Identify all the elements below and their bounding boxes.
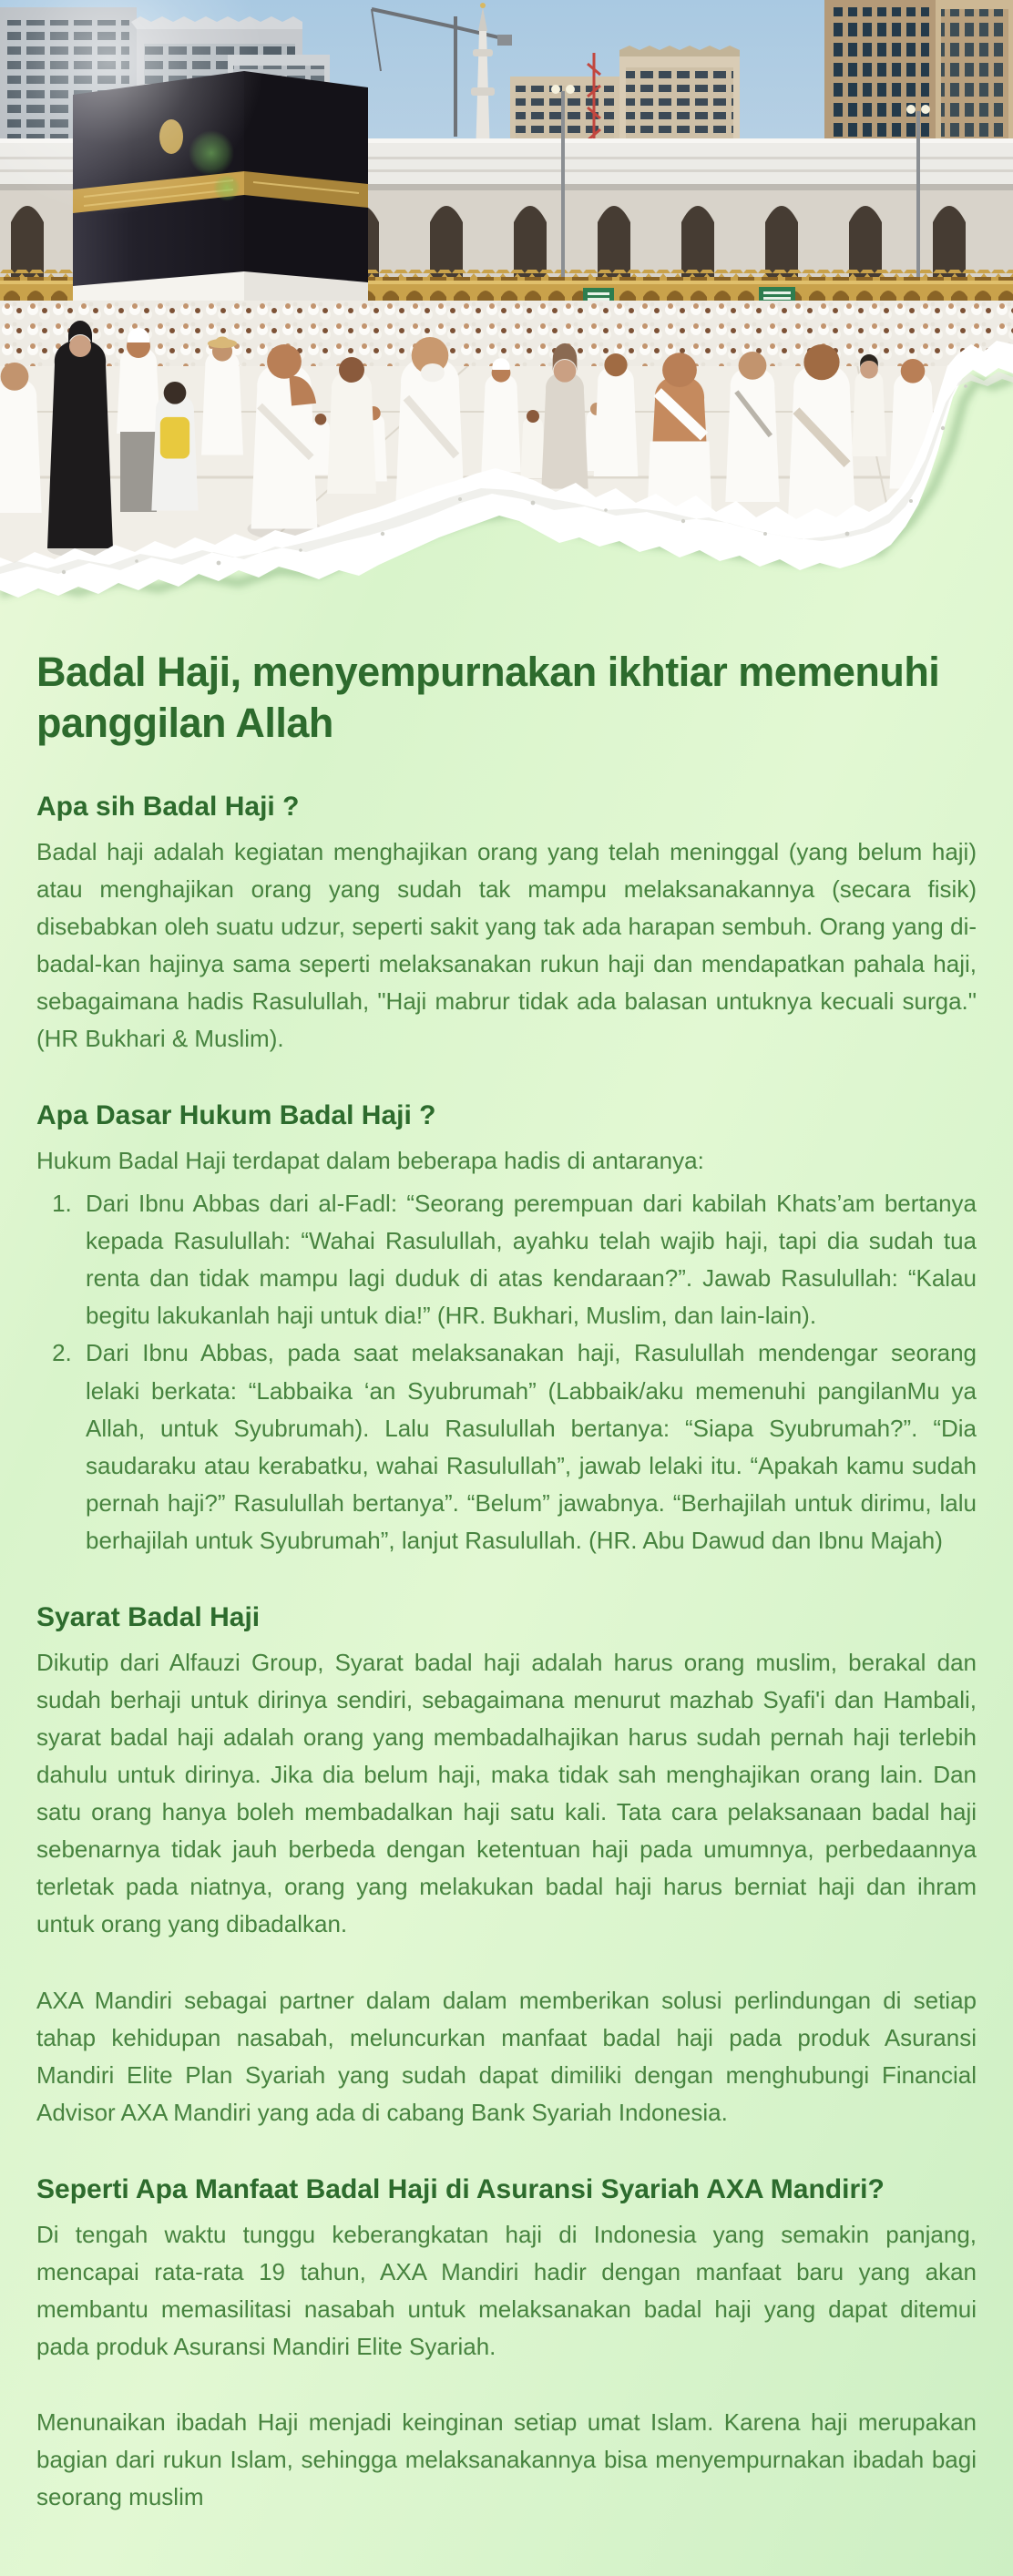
section-manfaat bbox=[36, 2172, 977, 2517]
paragraph: Menunaikan ibadah Haji menjadi keinginan setiap umat Islam. Karena haji merupakan bagian dari rukun Islam, sehingga melaksanakannya bisa menyempurnakan ibadah bagi seorang muslim bbox=[36, 2408, 977, 2511]
pilgrim-black-abaya bbox=[47, 321, 113, 557]
section-heading: Seperti Apa Manfaat Badal Haji di Asuransi Syariah AXA Mandiri? bbox=[36, 2173, 885, 2204]
section-heading: Syarat Badal Haji bbox=[36, 1601, 261, 1632]
paragraph: AXA Mandiri sebagai partner dalam dalam memberikan solusi perlindungan di setiap tahap kehidupan nasabah, meluncurkan manfaat badal haji pada produk Asuransi Mandiri Elite Plan Syariah yang sudah dapat dimiliki dengan menghubungi Financial Advisor AXA Mandiri yang ada di cabang Bank Syariah Indonesia. bbox=[36, 1986, 977, 2126]
article-content bbox=[0, 619, 1013, 2576]
paragraph: Dikutip dari Alfauzi Group, Syarat badal haji adalah harus orang muslim, berakal dan sudah berhaji untuk dirinya sendiri, sebagaimana menurut mazhab Syafi'i dan Hambali, syarat badal haji adalah orang yang membadalhajikan harus sudah pernah haji terlebih dahulu untuk dirinya. Jika dia belum haji, maka tidak sah menghajikan orang lain. Dan satu orang hanya boleh membadalkan haji satu kali. Tata cara pelaksanaan badal haji sebenarnya tidak jauh berbeda dengan ketentuan haji pada umumnya, perbedaannya terletak pada niatnya, orang yang melakukan badal haji harus berniat haji dan ihram untuk orang yang dibadalkan. bbox=[36, 1648, 977, 1938]
section-dasar-hukum bbox=[36, 1098, 977, 1559]
page-title: Badal Haji, menyempurnakan ikhtiar memenuhi panggilan Allah bbox=[36, 649, 940, 746]
paragraph: Di tengah waktu tunggu keberangkatan haji di Indonesia yang semakin panjang, mencapai rata-rata 19 tahun, AXA Mandiri hadir dengan manfaat baru yang akan membantu memasilitasi nasabah untuk melaksanakan badal haji yang dapat ditemui pada produk Asuransi Mandiri Elite Syariah. bbox=[36, 2220, 977, 2361]
kaaba-photo-illustration bbox=[0, 0, 1013, 619]
list-item: 1. Dari Ibnu Abbas dari al-Fadl: “Seorang perempuan dari kabilah Khats’am bertanya kepada Rasulullah: “Wahai Rasulullah, ayahku telah wajib haji, tapi dia sudah tua renta dan tidak mampu lagi duduk di atas kendaraan?”. Jawab Rasulullah: “Kalau begitu lakukanlah haji untuk dia!” (HR. Bukhari, Muslim, dan lain-lain). bbox=[78, 1185, 977, 1334]
section-heading: Apa sih Badal Haji ? bbox=[36, 791, 300, 822]
hero-photo bbox=[0, 0, 1013, 619]
hadith-list bbox=[36, 1185, 977, 1559]
green-bokeh bbox=[213, 174, 240, 201]
list-item: 2. Dari Ibnu Abbas, pada saat melaksanakan haji, Rasulullah mendengar seorang lelaki berkata: “Labbaika ‘an Syubrumah” (Labbaik/aku memenuhi pangilanMu ya Allah, untuk Syubrumah). Lalu Rasulullah bertanya: “Siapa Syubrumah?”. “Dia saudaraku atau kerabatku, wahai Rasulullah”, jawab lelaki itu. “Apakah kamu sudah pernah haji?” Rasulullah bertanya”. “Belum” jawabnya. “Berhajilah untuk dirimu, lalu berhajilah untuk Syubrumah”, lanjut Rasulullah. (HR. Abu Dawud dan Ibnu Majah) bbox=[78, 1334, 977, 1559]
paragraph: Badal haji adalah kegiatan menghajikan orang yang telah meninggal (yang belum haji) atau menghajikan orang yang sudah tak mampu melaksanakannya (secara fisik) disebabkan oleh suatu udzur, seperti sakit yang tak ada harapan sembuh. Orang yang di-badal-kan hajinya sama seperti melaksanakan rukun haji dan mendapatkan pahala haji, sebagaimana hadis Rasulullah, "Haji mabrur tidak ada balasan untuknya kecuali surga." (HR Bukhari & Muslim). bbox=[36, 837, 977, 1052]
paragraph: Hukum Badal Haji terdapat dalam beberapa hadis di antaranya: bbox=[36, 1147, 704, 1175]
section-syarat bbox=[36, 1600, 977, 2131]
section-heading: Apa Dasar Hukum Badal Haji ? bbox=[36, 1100, 436, 1131]
section-apa-sih-badal-haji bbox=[36, 789, 977, 1058]
